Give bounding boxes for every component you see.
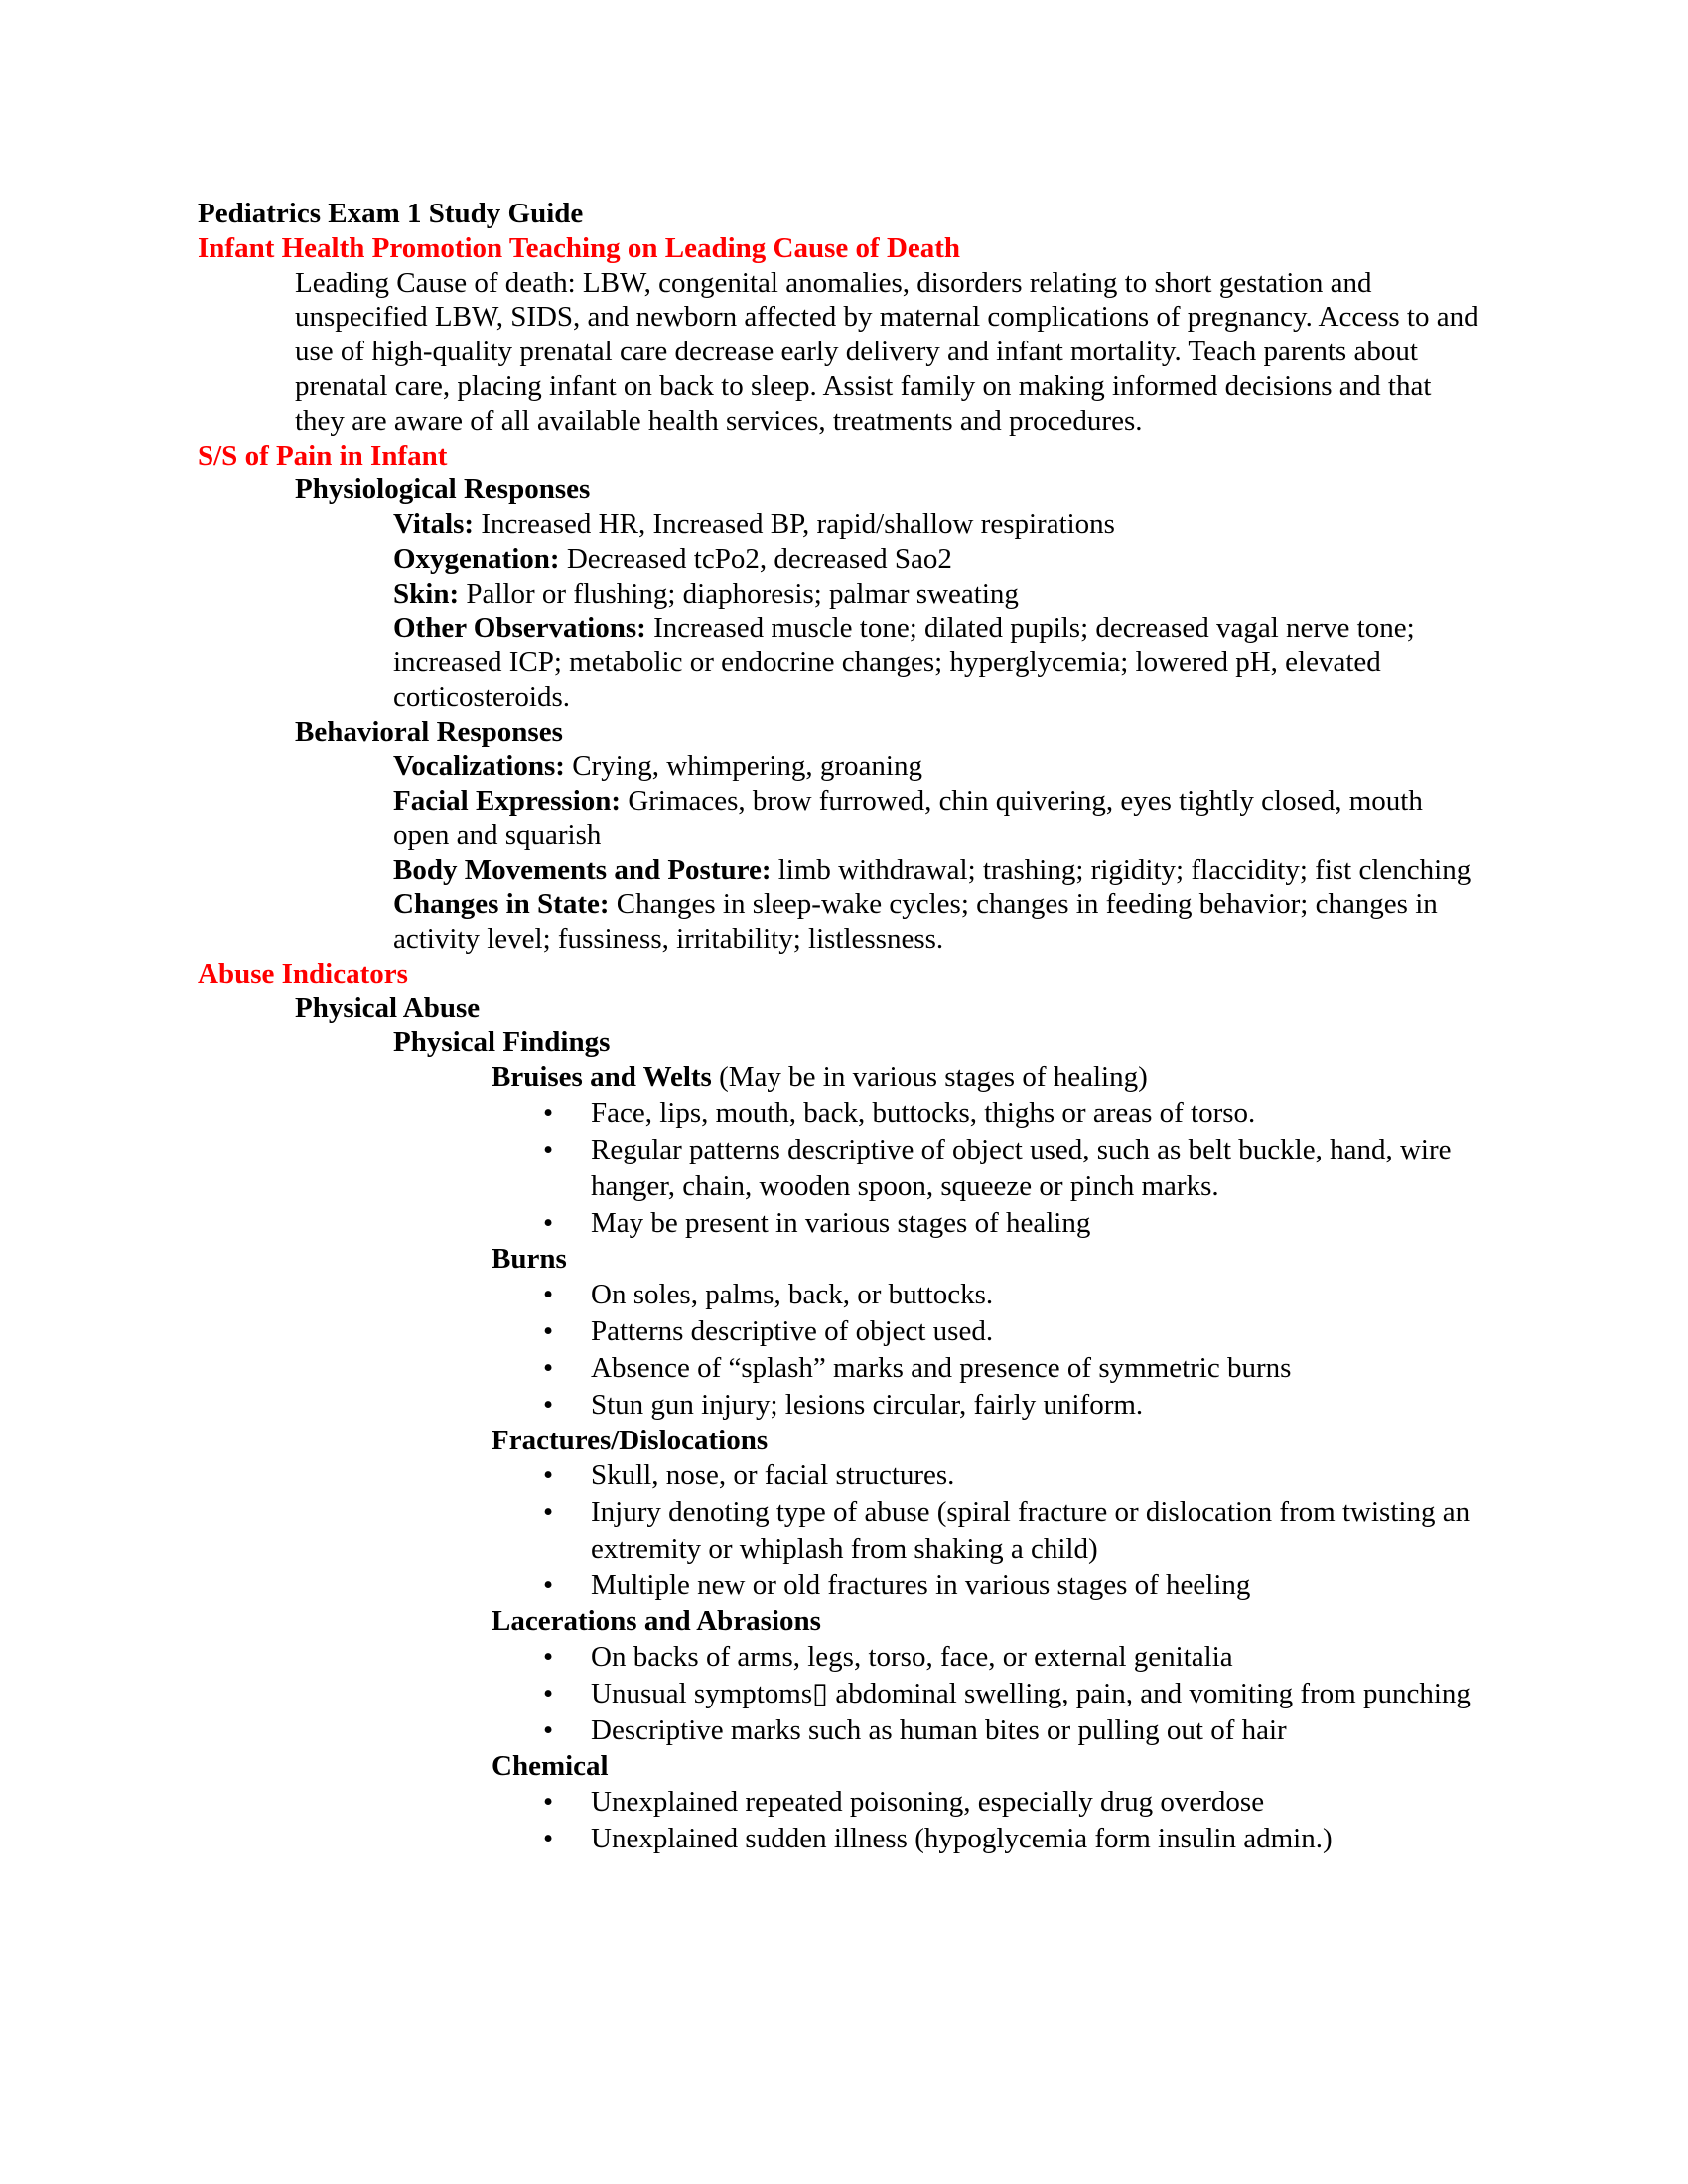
bullet-text: Absence of “splash” marks and presence of symmetric burns [591,1351,1292,1384]
bullet-text: Unexplained sudden illness (hypoglycemia form insulin admin.) [591,1822,1333,1854]
bullet-icon: • [543,1096,554,1129]
bullet-item [198,1132,1478,1205]
bullet-text: May be present in various stages of healing [591,1206,1091,1239]
bullet-icon: • [543,1206,554,1239]
bullet-icon: • [543,1496,554,1529]
finding-group-heading [198,1749,1478,1784]
document-page [198,197,1478,1857]
bullet-item [198,1095,1478,1132]
bullet-text: Unusual symptoms▯ abdominal swelling, pain, and vomiting from punching [591,1678,1471,1710]
physiological-item-label: Oxygenation: [393,542,560,575]
physiological-heading: Physiological Responses [295,474,591,506]
bullet-item [198,1639,1478,1676]
bullet-item [198,1676,1478,1712]
leading-cause-paragraph: Leading Cause of death: LBW, congenital anomalies, disorders relating to short gestation and unspecified LBW, SIDS, and newborn affected by maternal complications of pregnancy. Access to and use of high-quality prenatal care decrease early delivery and infant mortality. Teach parents about prenatal care, placing infant on back to sleep. Assist family on making informed decisions and that they are aware of all available health services, treatments and procedures. [295,266,1478,437]
bullet-text: On backs of arms, legs, torso, face, or external genitalia [591,1641,1233,1674]
bullet-item [198,1350,1478,1387]
finding-group-heading [198,1060,1478,1095]
bullet-icon: • [543,1678,554,1710]
bullet-item [198,1494,1478,1568]
bullet-icon: • [543,1641,554,1674]
bullet-text: On soles, palms, back, or buttocks. [591,1278,994,1310]
section-heading-abuse: Abuse Indicators [198,957,408,990]
bullet-icon: • [543,1388,554,1421]
bullet-item [198,1712,1478,1749]
behavioral-item-label: Vocalizations: [393,750,565,782]
physiological-item-text: Increased muscle tone; dilated pupils; decreased vagal nerve tone; increased ICP; metabolic or endocrine changes; hyperglycemia; lowered pH, elevated corticosteroids. [393,612,1415,714]
bullet-text: Face, lips, mouth, back, buttocks, thighs or areas of torso. [591,1096,1256,1129]
behavioral-item-label: Changes in State: [393,887,610,920]
bullet-icon: • [543,1785,554,1818]
bullet-item [198,1313,1478,1350]
finding-group-heading [198,1424,1478,1458]
bullet-text: Injury denoting type of abuse (spiral fracture or dislocation from twisting an extremity or whiplash from shaking a child) [591,1496,1471,1566]
finding-group-label: Bruises and Welts [492,1060,712,1093]
bullet-text: Unexplained repeated poisoning, especially drug overdose [591,1785,1265,1818]
bullet-icon: • [543,1570,554,1602]
physiological-item [198,577,1478,612]
bullet-text: Patterns descriptive of object used. [591,1314,994,1347]
bullet-text: Regular patterns descriptive of object used, such as belt buckle, hand, wire hanger, chain, wooden spoon, squeeze or pinch marks. [591,1133,1452,1202]
physiological-item-text: Decreased tcPo2, decreased Sao2 [559,542,952,575]
finding-group-label: Chemical [492,1750,609,1783]
behavioral-item [198,887,1478,957]
physiological-list [198,507,1478,715]
bullet-text: Descriptive marks such as human bites or pulling out of hair [591,1714,1287,1747]
behavioral-item-text: Crying, whimpering, groaning [564,750,922,782]
behavioral-item [198,784,1478,854]
physiological-item [198,612,1478,715]
bullet-icon: • [543,1714,554,1747]
finding-group-label: Burns [492,1242,567,1275]
physiological-item-label: Vitals: [393,508,475,541]
physical-abuse-heading: Physical Abuse [295,992,481,1024]
bullet-item [198,1387,1478,1424]
bullet-icon: • [543,1278,554,1310]
physiological-item-text: Increased HR, Increased BP, rapid/shallow respirations [474,508,1115,541]
bullet-icon: • [543,1133,554,1165]
bullet-icon: • [543,1822,554,1854]
bullet-item [198,1205,1478,1242]
section-heading-pain: S/S of Pain in Infant [198,439,448,472]
behavioral-item-text: limb withdrawal; trashing; rigidity; flaccidity; fist clenching [771,854,1472,887]
bullet-text: Multiple new or old fractures in various stages of heeling [591,1570,1251,1602]
bullet-item [198,1784,1478,1821]
behavioral-item-text: Changes in sleep-wake cycles; changes in feeding behavior; changes in activity level; fussiness, irritability; listlessness. [393,887,1438,955]
physiological-item-label: Other Observations: [393,612,646,644]
section-heading-leading-cause: Infant Health Promotion Teaching on Leading Cause of Death [198,231,961,264]
bullet-icon: • [543,1314,554,1347]
bullet-item [198,1821,1478,1857]
finding-group-note: (May be in various stages of healing) [711,1060,1148,1093]
behavioral-item-text: Grimaces, brow furrowed, chin quivering, eyes tightly closed, mouth open and squarish [393,784,1423,852]
physical-findings-heading: Physical Findings [393,1026,611,1059]
behavioral-item-label: Body Movements and Posture: [393,854,772,887]
bullet-icon: • [543,1459,554,1492]
behavioral-item [198,853,1478,887]
physiological-item-text: Pallor or flushing; diaphoresis; palmar sweating [459,577,1019,610]
behavioral-item [198,750,1478,784]
bullet-item [198,1568,1478,1604]
finding-group-heading [198,1242,1478,1277]
physiological-item-label: Skin: [393,577,460,610]
physiological-item [198,542,1478,577]
bullet-item [198,1277,1478,1313]
bullet-text: Stun gun injury; lesions circular, fairly uniform. [591,1388,1144,1421]
physiological-item [198,507,1478,542]
behavioral-list [198,750,1478,957]
finding-group-heading [198,1604,1478,1639]
bullet-icon: • [543,1351,554,1384]
findings-groups [198,1060,1478,1857]
finding-group-label: Lacerations and Abrasions [492,1605,821,1638]
bullet-text: Skull, nose, or facial structures. [591,1459,955,1492]
finding-group-label: Fractures/Dislocations [492,1424,769,1456]
behavioral-item-label: Facial Expression: [393,784,622,817]
document-title: Pediatrics Exam 1 Study Guide [198,198,584,229]
behavioral-heading: Behavioral Responses [295,715,563,748]
bullet-item [198,1457,1478,1494]
